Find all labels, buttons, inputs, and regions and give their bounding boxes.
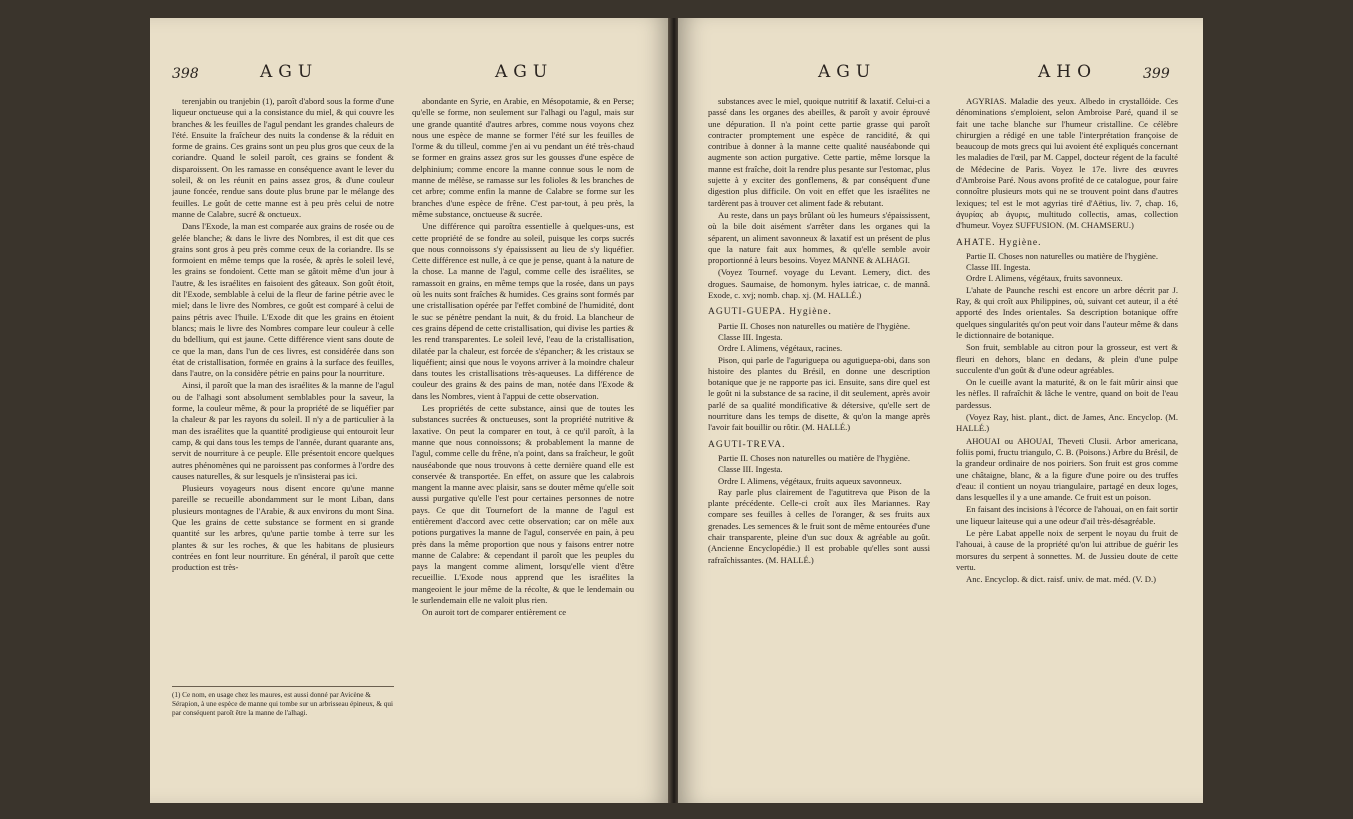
paragraph: On le cueille avant la maturité, & on le fait mûrir ainsi que les nèfles. Il rafraîchit & lâche le ventre, quand on boit de l'eau pardessus. [956, 377, 1178, 410]
paragraph: Le père Labat appelle noix de serpent le noyau du fruit de l'ahouai, à cause de la propriété qu'on lui attribue de guérir les morsures du serpent à sonnettes. M. de Jussieu doute de cette vertu. [956, 527, 1178, 572]
footnote: (1) Ce nom, en usage chez les maures, est aussi donné par Avicène & Sérapion, à une espèce de manne qui tombe sur un arbrisseau épineux, & qui par conséquent paroît être la manne de l'alhagi. [172, 686, 394, 718]
paragraph: (Voyez Tournef. voyage du Levant. Lemery, dict. des drogues. Saumaise, de homonym. hyles iatricae, c. de mannâ. Exode, c. xvj; nomb. chap. xj. (M. HALLÉ.) [708, 267, 930, 301]
paragraph: Plusieurs voyageurs nous disent encore qu'une manne pareille se recueille abondamment sur le mont Liban, dans plusieurs montagnes de l'Arabie, & aux environs du mont Sina. Que les grains de cette substance se forment en si grande quantité sur les arbres, qu'une partie tombe à terre sur les plantes & sur les roches, & que les habitans de plusieurs contrées en font leur nourriture. En général, il paroît que cette production est très- [172, 483, 394, 573]
running-header: AGU [260, 62, 319, 82]
paragraph: Au reste, dans un pays brûlant où les humeurs s'épaississent, où la bile doit aisément s'arrêter dans les organes qui la séparent, un aliment savonneux & laxatif est un présent de plus que la nature fait aux hommes, & qu'elle semble avoir proportionné à leurs besoins. Voyez MANNE & ALHAGI. [708, 209, 930, 266]
entry-line: Classe III. Ingesta. [966, 262, 1031, 273]
paragraph: Ray parle plus clairement de l'agutitreva que Pison de la plante précédente. Celle-ci croît aux îles Mariannes. Ray compare ses feuilles à celles de l'oranger, & ses fruits aux grenades. Les semences & le fruit sont de même entourées d'une chair transparente, pleine d'un suc doux & agréable au goût. (Ancienne Encyclopédie.) Il est probable qu'elles sont aussi rafraîchissantes. (M. HALLÉ.) [708, 486, 930, 565]
entry-line: Partie II. Choses non naturelles ou matière de l'hygiène. [966, 250, 1158, 261]
entry-title: AGUTI-GUEPA. Hygiène. [708, 307, 832, 318]
page-number: 398 [172, 66, 199, 82]
paragraph: L'ahate de Paunche reschi est encore un arbre décrit par J. Ray, & qui croît aux Philippines, où, suivant cet auteur, il a été apporté des Indes orientales. Sa description botanique offre quelques singularités qu'on peut voir dans l'auteur même & dans le dictionnaire de botanique. [956, 284, 1178, 340]
entry-title: AHATE. Hygiène. [956, 237, 1042, 248]
entry-line: Ordre I. Alimens, végétaux, fruits savonneux. [966, 273, 1123, 284]
entry-line: Ordre I. Alimens, végétaux, racines. [718, 343, 843, 354]
entry-title: AGUTI-TREVA. [708, 439, 786, 450]
entry-line: Ordre I. Alimens, végétaux, fruits aqueux savonneux. [718, 475, 902, 486]
paragraph: Ainsi, il paroît que la man des israélites & la manne de l'agul ou de l'alhagi sont absolument semblables pour la saveur, la forme, la couleur même, & pour la propriété de se liquéfier par la chaleur & par les rayons du soleil. Il n'y a de particulier à la man des israélites que la quantité prodigieuse qui entouroit leur camp, & qui dans tous les temps de l'année, durant quarante ans, servit de nourriture à ce peuple. Elle présentoit encore quelques autres phénomènes qui ne paroissent pas conformes à l'ordre des causes naturelles, & sur lesquels je n'insisterai pas ici. [172, 380, 394, 481]
paragraph: terenjabin ou tranjebin (1), paroît d'abord sous la forme d'une liqueur onctueuse qui a la consistance du miel, & qui couvre les branches & les feuilles de l'agul pendant les grandes chaleurs de l'été. Ensuite la fraîcheur des nuits la condense & la réduit en forme de grains. Ces grains sont un peu plus gros que ceux de la coriandre. Quand le soleil paroît, ces grains se fondent & disparoissent. On les ramasse en conséquence avant le lever du soleil, & on les réunit en pains assez gros, & d'une couleur jaune foncée, rendue sans doute plus brune par le mélange des feuilles. Le goût de cette manne est à peu près celui de notre manne de Calabre, sucré & onctueux. [172, 96, 394, 219]
paragraph: Pison, qui parle de l'aguriguepa ou agutiguepa-obi, dans son histoire des plantes du Brésil, en donne une description botanique que je ne rapporte pas ici. Ensuite, sans dire quel est le goût ni la substance de sa racine, il dit seulement, après avoir parlé de sa qualité mondificative & détersive, qu'elle sert de nourriture dans les temps de disette, & qu'on la mange après l'avoir fait bouillir ou rôtir. (M. HALLÉ.) [708, 354, 930, 433]
paragraph: En faisant des incisions à l'écorce de l'ahouai, on en fait sortir une liqueur laiteuse qui a une odeur d'ail très-désagréable. [956, 504, 1178, 526]
right-page [678, 18, 1203, 803]
entry-line: Partie II. Choses non naturelles ou matière de l'hygiène. [718, 320, 910, 331]
running-header: AHO [1038, 62, 1098, 82]
paragraph: Une différence qui paroîtra essentielle à quelques-uns, est cette propriété de se fondre au soleil, puisque les corps sucrés que nous connoissons s'y épaississent au lieu de s'y liquéfier. Cette différence est nulle, à ce que je pense, quant à la nature de la chose. La manne de l'agul, comme celle des israélites, se ramassoit en grains, en même temps que la rosée, dans un pays où les nuits sont fraîches & humides. Ces grains sont formés par une cristallisation opérée par l'effet combiné de l'humidité, dont le suc se pénètre pendant la nuit, & du froid. La blancheur de ces grains dépend de cette cristallisation, qui divise les parties & les rend transparentes. Le soleil levé, l'eau de la cristallisation, dilatée par la chaleur, est forcée de s'épancher; & les cristaux se liquéfient; ainsi que nous le voyons arriver à la moindre chaleur dans toutes les cristallisations très-aqueuses. La différence de couleur des grains & des pains de man, notée dans l'Exode & dans les Nombres, vient à l'appui de cette observation. [412, 221, 634, 401]
text-column [708, 96, 930, 796]
paragraph: AGYRIAS. Maladie des yeux. Albedo in crystallóide. Ces dénominations s'emploient, selon Ambroise Paré, quand il se fait une tache blanche sur l'humeur cristalline. Ce célèbre chirurgien a rédigé en une table l'interprétation françoise de beaucoup de mots grecs qui lui avoient été expliqués concernant les maladies de l'œil, par M. Cappel, docteur régent de la faculté de Médecine de Paris. Voyez le 17e. livre des œuvres d'Ambroise Paré. Nous avons profité de ce catalogue, pour faire connoître plusieurs mots qui ne se trouvent point dans d'autres lexiques; tel est le mot agyrias tiré d'Aëtius, liv. 7, chap. 16, ἀγυρίας ab ἀγυρις, multitudo collectis, amas, collection d'humeur. Voyez SUFFUSION. (M. CHAMSERU.) [956, 96, 1178, 231]
text-column [412, 96, 634, 796]
paragraph: On auroit tort de comparer entièrement ce [422, 607, 567, 618]
paragraph: Les propriétés de cette substance, ainsi que de toutes les substances sucrées & onctueuses, sont la propriété nutritive & laxative. On peut la comparer en tout, à ce qu'il paroît, à la manne que nous connoissons; & probablement la manne de l'agul, comme celle du frêne, n'a point, dans sa fraîcheur, le goût nauséabonde que nous trouvons à cette dernière quand elle est conservée & transportée. En effet, on assure que les calabrois mangent la manne avec plaisir, sans se douter même qu'elle soit aussi purgative qu'elle l'est pour certaines personnes de notre pays. Ce que dit Tournefort de la manne de l'agul est entièrement d'accord avec cette observation; car on mêle aux potions purgatives la manne de l'agul, conservée en pain, à peu près dans la même proportion que nous y faisons entrer notre manne de Calabre: & cependant il paroît que les peuples du pays la mangent comme aliment, lorsqu'elle vient d'être recueillie. L'Exode nous apprend que les israélites la mangeoient le jour même de la récolte, & que le lendemain ou le surlendemain elle ne valoit plus rien. [412, 403, 634, 606]
paragraph: (Voyez Ray, hist. plant., dict. de James, Anc. Encyclop. (M. HALLÉ.) [956, 412, 1178, 434]
entry-line: Partie II. Choses non naturelles ou matière de l'hygiène. [718, 452, 910, 463]
paragraph: AHOUAI ou AHOUAI, Theveti Clusii. Arbor americana, foliis pomi, fructu triangulo, C. B. (Poisons.) Arbre du Brésil, de la grandeur ordinaire de nos poiriers. Son fruit est gros comme une châtaigne, blanc, & a la figure d'une poire ou des truffes d'eau: il contient un noyau triangulaire, partagé en deux loges, dans lesquelles il y a une amande. Ce fruit est un poison. [956, 435, 1178, 503]
entry-line: Classe III. Ingesta. [718, 331, 783, 342]
running-header: AGU [495, 62, 554, 82]
paragraph: Anc. Encyclop. & dict. raisf. univ. de mat. méd. (V. D.) [966, 574, 1156, 585]
running-header: AGU [818, 62, 877, 82]
left-page [150, 18, 670, 803]
entry-line: Classe III. Ingesta. [718, 464, 783, 475]
paragraph: abondante en Syrie, en Arabie, en Mésopotamie, & en Perse; qu'elle se forme, non seulement sur l'alhagi ou l'agul, mais sur une grande quantité d'autres arbres, comme nous voyons chez nous une espèce de manne se former l'été sur les feuilles de l'orme & du tilleul, comme j'en ai vu pendant un été très-chaud se former en grains assez gros sur les gousses d'une espèce de delphinium; comme encore la manne connue sous le nom de manne de mélèse, se ramasse sur les folioles & les branches de cet arbre; comme enfin la manne de Calabre se forme sur les branches d'une espèce de frêne. C'est par-tout, à peu près, la même substance, onctueuse & sucrée. [412, 96, 634, 219]
paragraph: Dans l'Exode, la man est comparée aux grains de rosée ou de gelée blanche; & dans le livre des Nombres, il est dit que ces grains sont gros à peu près comme ceux de la coriandre. Ils se formoient en même temps que la rosée, & après le soleil levé, les grains se fondoient. Cette man se gâtoit même d'un jour à l'autre, & les israélites en faisoient des gâteaux. Son goût étoit, dit l'Exode, semblable à celui de la fleur de farine pétrie avec le miel; dans le livre des Nombres, ce goût est comparé à celui de pains pétris avec l'huile. L'Exode dit que les grains en étoient blancs; mais le livre des Nombres compare leur couleur à celle du bdellium, qui est jaune. Cette différence vient sans doute de ce que la man, dans l'un de ces livres, est considérée dans son état de cristallisation, formée en grains à la surface des feuilles, dans l'autre, on la considère pétrie en pains pour la nourriture. [172, 221, 394, 379]
page-number: 399 [1143, 66, 1170, 82]
text-column [172, 96, 394, 686]
paragraph: Son fruit, semblable au citron pour la grosseur, est vert & fleuri en dehors, blanc en dedans, & plein d'une pulpe succulente d'un goût & d'une odeur agréables. [956, 342, 1178, 375]
text-column [956, 96, 1178, 796]
paragraph: substances avec le miel, quoique nutritif & laxatif. Celui-ci a passé dans les organes des abeilles, & paroît y avoir éprouvé une dépuration. Il n'a point cette partie grasse qui paroît contracter promptement une espèce de rancidité, & qui contribue à donner à la manne cette qualité nauséabonde qui augmente son action purgative. Cette partie, même lorsque la manne est fraîche, doit la rendre plus pesante sur l'estomac, plus sujette à y exciter des gonflemens, & par conséquent d'une digestion plus difficile. On voit en effet que les israélites ne tardèrent pas à trouver cet aliment fade & rebutant. [708, 96, 930, 208]
